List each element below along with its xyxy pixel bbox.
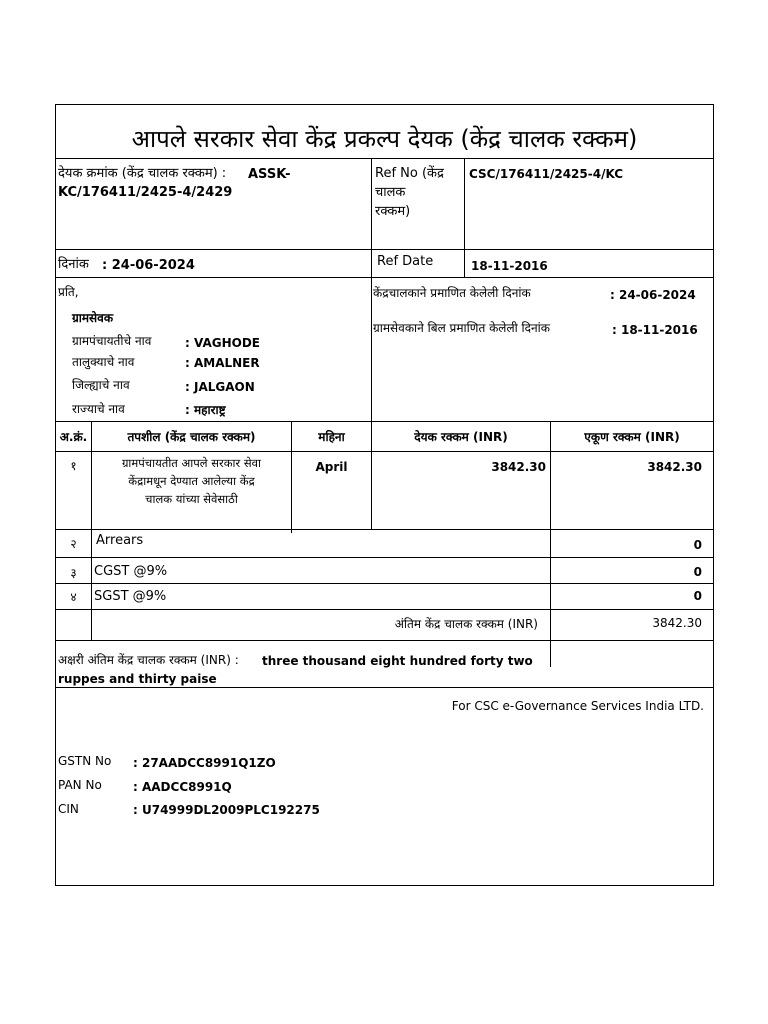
- row3-sr: ३: [70, 566, 77, 580]
- ref-no-label-1: Ref No (केंद्र: [375, 166, 444, 181]
- in-words-label: अक्षरी अंतिम केंद्र चालक रक्कम (INR) :: [58, 653, 239, 667]
- divider-date-bottom: [55, 277, 714, 278]
- cin-label: CIN: [58, 802, 79, 816]
- row2-sr: २: [70, 537, 77, 551]
- in-words-value-1: three thousand eight hundred forty two: [262, 654, 533, 668]
- table-top: [55, 421, 714, 422]
- invoice-no-label: देयक क्रमांक (केंद्र चालक रक्कम) :: [58, 166, 227, 181]
- gram-panchayat-value: : VAGHODE: [185, 336, 260, 350]
- col-header-total: एकूण रक्कम (INR): [584, 430, 680, 444]
- row4-desc: SGST @9%: [94, 589, 167, 604]
- operator-certified-label: केंद्रचालकाने प्रमाणित केलेली दिनांक: [373, 286, 531, 300]
- gstn-label: GSTN No: [58, 754, 112, 768]
- row2-bottom: [55, 557, 714, 558]
- taluka-value: : AMALNER: [185, 356, 260, 370]
- divider-mid: [371, 158, 372, 421]
- final-row-bottom: [55, 640, 714, 641]
- row2-total: 0: [693, 538, 702, 552]
- gramsevak-certified-date: : 18-11-2016: [612, 323, 698, 337]
- company-name: For CSC e-Governance Services India LTD.: [451, 699, 704, 713]
- border-right: [713, 104, 714, 886]
- pan-value: : AADCC8991Q: [133, 780, 232, 794]
- row1-amount: 3842.30: [491, 460, 546, 474]
- state-label: राज्याचे नाव: [72, 402, 125, 416]
- table-header-bottom: [55, 451, 714, 452]
- border-left: [55, 104, 56, 886]
- row1-total: 3842.30: [647, 460, 702, 474]
- final-amount-label: अंतिम केंद्र चालक रक्कम (INR): [394, 617, 538, 631]
- ref-no-label-2: चालक: [375, 185, 406, 200]
- ref-no-value: CSC/176411/2425-4/KC: [469, 167, 624, 181]
- col-header-month: महिना: [318, 430, 345, 444]
- row1-month: April: [315, 460, 348, 474]
- divider-date-top: [55, 249, 714, 250]
- border-top: [55, 104, 714, 105]
- row1-desc-line2: केंद्रामधून देण्यात आलेल्या केंद्र: [128, 474, 255, 488]
- row3-desc: CGST @9%: [94, 564, 168, 579]
- page-title: आपले सरकार सेवा केंद्र प्रकल्प देयक (केंद्र चालक रक्कम): [131, 125, 638, 153]
- border-bottom: [55, 885, 714, 886]
- row4-sr: ४: [70, 590, 77, 604]
- row4-bottom: [55, 609, 714, 610]
- col-header-desc: तपशील (केंद्र चालक रक्कम): [127, 430, 256, 444]
- divider-ref: [464, 158, 465, 278]
- row2-desc: Arrears: [96, 533, 144, 548]
- col-header-amount: देयक रक्कम (INR): [414, 430, 508, 444]
- invoice-no-value-2: KC/176411/2425-4/2429: [58, 185, 233, 200]
- col-sr-divider: [91, 421, 92, 640]
- operator-certified-date: : 24-06-2024: [610, 288, 696, 302]
- date-label: दिनांक: [58, 257, 89, 272]
- prati-label: प्रति,: [58, 285, 79, 299]
- district-value: : JALGAON: [185, 380, 255, 394]
- invoice-no-value-1: ASSK-: [248, 167, 291, 182]
- gstn-value: : 27AADCC8991Q1ZO: [133, 756, 276, 770]
- row3-bottom: [55, 583, 714, 584]
- cin-value: : U74999DL2009PLC192275: [133, 803, 320, 817]
- row1-desc-line1: ग्रामपंचायतीत आपले सरकार सेवा: [121, 456, 262, 470]
- state-value: : महाराष्ट्र: [185, 403, 226, 417]
- col-header-sr: अ.क्रं.: [59, 430, 88, 444]
- taluka-label: तालुक्याचे नाव: [72, 355, 135, 369]
- in-words-value-2: ruppes and thirty paise: [58, 672, 217, 686]
- row1-desc-line3: चालक यांच्या सेवेसाठी: [145, 492, 238, 506]
- divider-title: [55, 158, 714, 159]
- ref-date-label: Ref Date: [377, 254, 434, 269]
- ref-date-value: 18-11-2016: [471, 259, 548, 273]
- words-bottom: [55, 687, 714, 688]
- pan-label: PAN No: [58, 778, 102, 792]
- final-amount-value: 3842.30: [652, 616, 702, 630]
- row1-sr: १: [70, 459, 77, 473]
- date-value: : 24-06-2024: [102, 258, 195, 273]
- district-label: जिल्ह्याचे नाव: [72, 378, 130, 392]
- gram-panchayat-label: ग्रामपंचायतीचे नाव: [72, 334, 152, 348]
- gramsevak-certified-label: ग्रामसेवकाने बिल प्रमाणित केलेली दिनांक: [373, 321, 550, 335]
- row3-total: 0: [693, 565, 702, 579]
- row4-total: 0: [693, 589, 702, 603]
- ref-no-label-3: रक्कम): [375, 204, 411, 219]
- gramsevak-heading: ग्रामसेवक: [72, 311, 114, 325]
- row1-bottom: [55, 529, 714, 530]
